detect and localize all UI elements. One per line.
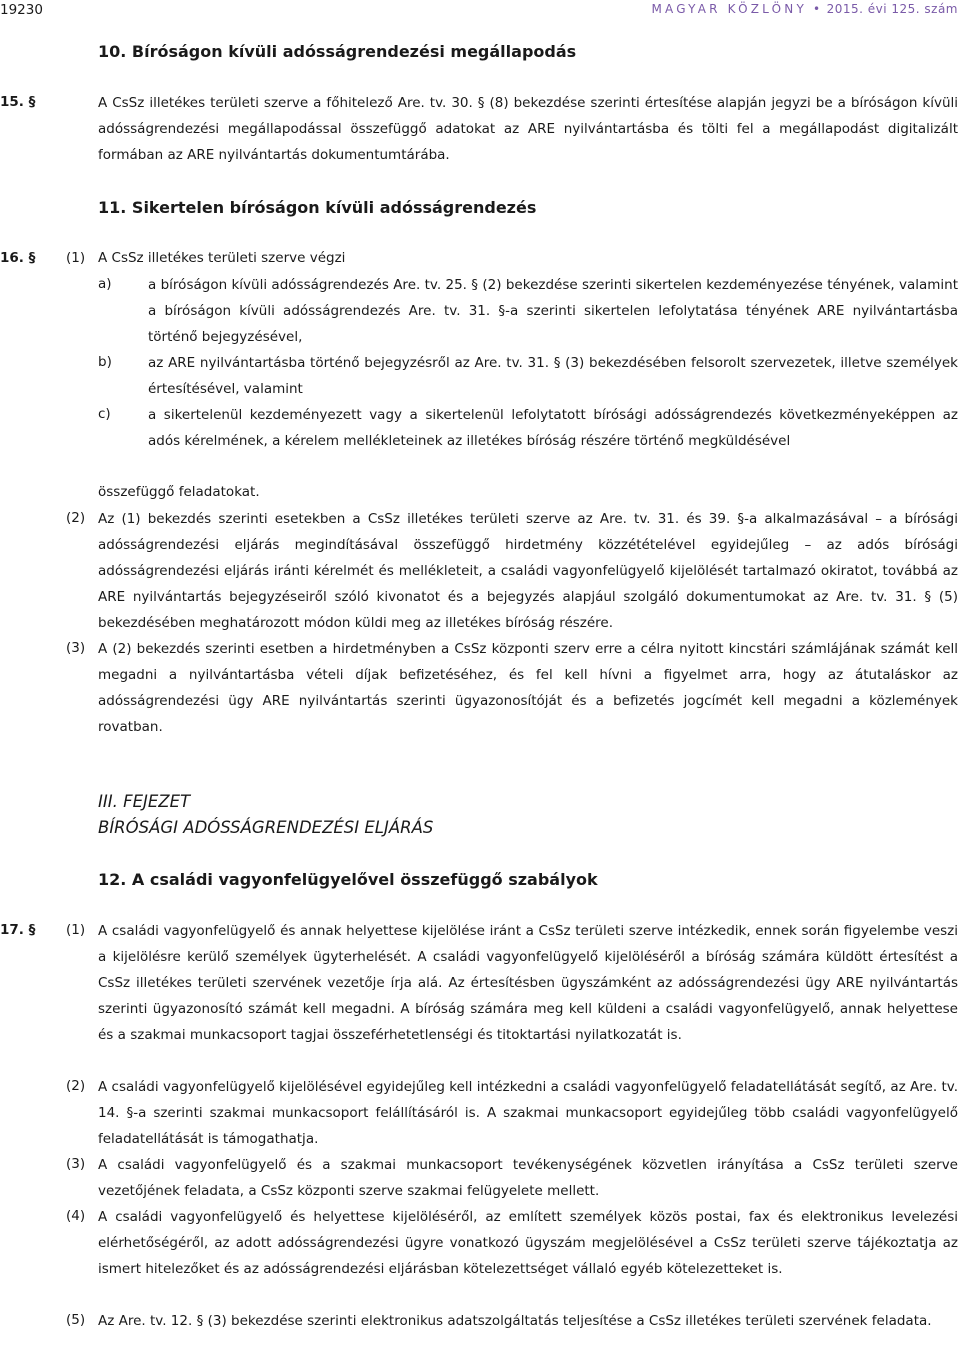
- paragraph-17-subsection-4-text: A családi vagyonfelügyelő és helyettese kijelöléséről, az említett személyek közös postai, fax és elektronikus levelezési elérhetőségéről, az adott adósságrendezési ügyre vonatkozó ügyszám megjelölésével a CsSz területi szerve tájékoztatja az ismert hitelezőket és az adósságrendezési eljárásban kötelezettséget vállaló egyéb kötelezetteket is.: [98, 1209, 958, 1277]
- point-c-label: c): [98, 406, 111, 422]
- paragraph-17-subsection-2-label: (2): [66, 1078, 86, 1094]
- section-10-title: 10. Bíróságon kívüli adósságrendezési megállapodás: [98, 42, 577, 61]
- page-number: 19230: [0, 2, 43, 18]
- header-separator: •: [812, 2, 821, 16]
- chapter-title: BÍRÓSÁGI ADÓSSÁGRENDEZÉSI ELJÁRÁS: [98, 818, 434, 837]
- paragraph-17-subsection-1-label: (1): [66, 922, 86, 938]
- paragraph-16-number: 16. §: [0, 250, 36, 266]
- chapter-number: III. FEJEZET: [98, 792, 191, 811]
- paragraph-17-subsection-5-text: Az Are. tv. 12. § (3) bekezdése szerinti elektronikus adatszolgáltatás teljesítése a CsSz illetékes területi szervének feladata.: [98, 1313, 932, 1329]
- paragraph-16-subsection-3-label: (3): [66, 640, 86, 656]
- paragraph-16-subsection-1-label: (1): [66, 250, 86, 266]
- paragraph-17-subsection-3-label: (3): [66, 1156, 86, 1172]
- issue-number: 2015. évi 125. szám: [826, 2, 958, 16]
- paragraph-17-number: 17. §: [0, 922, 36, 938]
- paragraph-16-subsection-2-label: (2): [66, 510, 86, 526]
- paragraph-17-subsection-4-label: (4): [66, 1208, 86, 1224]
- point-a-label: a): [98, 276, 112, 292]
- paragraph-17-subsection-5-label: (5): [66, 1312, 86, 1328]
- paragraph-17-subsection-2-text: A családi vagyonfelügyelő kijelölésével egyidejűleg kell intézkedni a családi vagyonfelügyelő feladatellátását segítő, az Are. tv. 14. §-a szerinti szakmai munkacsoport felállításáról is. A szakmai munkacsoport egyidejűleg több családi vagyonfelügyelő feladatellátását is támogathatja.: [98, 1079, 958, 1147]
- publication-name: MAGYAR KÖZLÖNY: [651, 2, 807, 16]
- publication-header: [651, 2, 958, 16]
- section-11-title: 11. Sikertelen bíróságon kívüli adósságrendezés: [98, 198, 537, 217]
- point-b-label: b): [98, 354, 112, 370]
- paragraph-16-subsection-3-text: A (2) bekezdés szerinti esetben a hirdetményben a CsSz központi szerv erre a célra nyitott kincstári számlájának számát kell megadni a nyilvántartásba vételi díjak befizetéséhez, és fel kell hívni a figyelmet arra, hogy az átutaláskor az adósságrendezési ügy ARE nyilvántartás szerinti ügyazonosítóját és a befizetés jogcímét kell megadni a közlemények rovatban.: [98, 641, 958, 735]
- paragraph-17-subsection-3-text: A családi vagyonfelügyelő és a szakmai munkacsoport tevékenységének közvetlen irányítása a CsSz területi szerve vezetőjének feladata, a CsSz központi szerve szakmai felügyelete mellett.: [98, 1157, 958, 1199]
- paragraph-16-subsection-2-text: Az (1) bekezdés szerinti esetekben a CsSz illetékes területi szerve az Are. tv. 31. és 39. §-a alkalmazásával – a bírósági adósságrendezési eljárás megindításával összefüggő hirdetmény közzétételével egyidejűleg – az adós bírósági adósságrendezési eljárás iránti kérelmét és mellékleteit, a családi vagyonfelügyelő kijelölését tartalmazó okiratot, továbbá az ARE nyilvántartás bejegyzéseiről szóló kivonatot és a bejegyzés alapjául szolgáló dokumentumokat az Are. tv. 31. § (5) bekezdésében meghatározott módon küldi meg az illetékes bíróság részére.: [98, 511, 958, 631]
- paragraph-15-text: A CsSz illetékes területi szerve a főhitelező Are. tv. 30. § (8) bekezdése szerinti értesítése alapján jegyzi be a bíróságon kívüli adósságrendezési megállapodással összefüggő adatokat az ARE nyilvántartásba és tölti fel a megállapodást digitalizált formában az ARE nyilvántartás dokumentumtárába.: [98, 95, 958, 163]
- paragraph-16-subsection-1-tail: összefüggő feladatokat.: [98, 484, 260, 500]
- paragraph-17-subsection-1-text: A családi vagyonfelügyelő és annak helyettese kijelölése iránt a CsSz területi szerve intézkedik, ennek során figyelembe veszi a kijelölésre kerülő személyek ügyterhelését. A családi vagyonfelügyelő kijelöléséről a bíróság számára küldött értesítést a CsSz illetékes területi szervének vezetője írja alá. Az értesítésben ügyszámként az adósságrendezési ügy ARE nyilvántartás szerinti ügyazonosító számát kell megadni. A bíróság számára meg kell küldeni a családi vagyonfelügyelő, annak helyettese és a szakmai munkacsoport tagjai összeférhetetlenségi és titoktartási nyilatkozatát is.: [98, 923, 958, 1043]
- paragraph-16-subsection-1-intro: A CsSz illetékes területi szerve végzi: [98, 250, 346, 266]
- paragraph-15-number: 15. §: [0, 94, 36, 110]
- section-12-title: 12. A családi vagyonfelügyelővel összefüggő szabályok: [98, 870, 598, 889]
- point-c-text: a sikertelenül kezdeményezett vagy a sikertelenül lefolytatott bírósági adósságrendezés következményeképpen az adós kérelmének, a kérelem mellékleteinek az illetékes bíróság részére történő megküldésével: [148, 407, 958, 449]
- point-b-text: az ARE nyilvántartásba történő bejegyzésről az Are. tv. 31. § (3) bekezdésében felsorolt szervezetek, illetve személyek értesítésével, valamint: [148, 355, 958, 397]
- point-a-text: a bíróságon kívüli adósságrendezés Are. tv. 25. § (2) bekezdése szerinti sikertelen kezdeményezése tényének, valamint a bíróságon kívüli adósságrendezés Are. tv. 31. §-a szerinti sikertelen lefolytatása tényének ARE nyilvántartásba történő bejegyzésével,: [148, 277, 958, 345]
